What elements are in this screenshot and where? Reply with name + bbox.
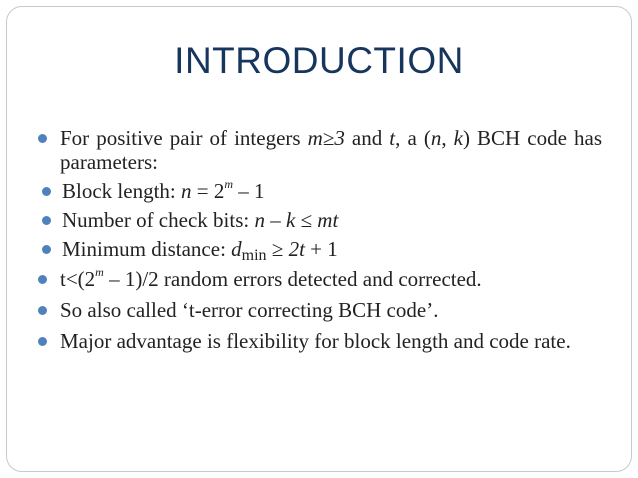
bullet-item-1: For positive pair of integers m≥3 and t, a (n, k) BCH code has parameters: (38, 126, 602, 174)
bullet-item-2: Block length: $n = 2^m - 1$ (42, 179, 602, 203)
bullet-item-6: So also called ‘t-error correcting BCH code’. (38, 298, 602, 322)
bullet-dot-icon (42, 187, 51, 196)
bullet-dot-icon (42, 216, 51, 225)
bullet-item-7: Major advantage is flexibility for block length and code rate. (38, 329, 602, 353)
bullet-item-4: Minimum distance: $d_{min} \ge 2t + 1$ (42, 237, 602, 261)
bullet-dot-icon (38, 337, 47, 346)
bullet-dot-icon (42, 245, 51, 254)
slide-title: INTRODUCTION (174, 40, 464, 81)
bullet-dot-icon (38, 275, 47, 284)
bullet-dot-icon (38, 306, 47, 315)
slide-body (38, 126, 602, 353)
bullet-item-5: $t<(2^m - 1)/2$ random errors detected and corrected. (38, 267, 602, 291)
bullet-dot-icon (38, 134, 47, 143)
bullet-item-3: Number of check bits: n – k ≤ mt (42, 208, 602, 232)
